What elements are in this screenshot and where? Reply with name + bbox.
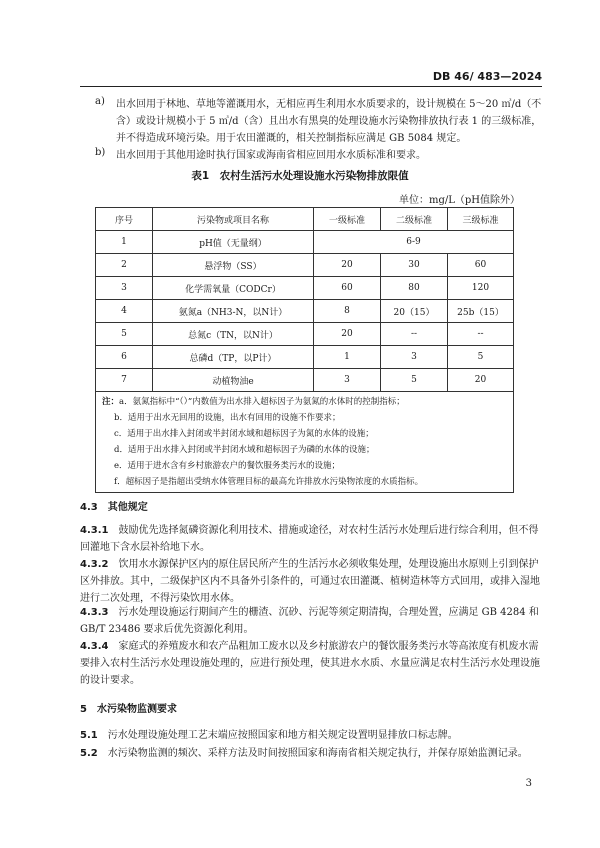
grade3-value: -- xyxy=(448,323,514,346)
document-code: DB 46/ 483—2024 xyxy=(432,70,542,83)
item-name: 总磷d（TP，以P计） xyxy=(153,346,314,369)
clause-number: 4.3.1 xyxy=(80,525,109,536)
table-row xyxy=(96,323,514,346)
section-number: 5 xyxy=(80,704,87,715)
note-line: d．适用于出水排入封闭或半封闭水域和超标因子为磷的水体的设施； xyxy=(114,445,375,455)
grade2-value: 80 xyxy=(381,277,448,300)
note-text: a．氨氮指标中“（）”内数值为出水排入超标因子为氨氮的水体时的控制指标； xyxy=(119,397,405,407)
clause-text: 家庭式的养殖废水和农产品粗加工废水以及乡村旅游农户的餐饮服务类污水等高浓度有机废水需要排入农村生活污水处理设施处理的，应进行预处理，使其进水水质、水量应满足农村生活污水处理设施的设计要求。 xyxy=(80,641,540,686)
header-rule xyxy=(80,86,542,87)
grade2-value: 3 xyxy=(381,346,448,369)
table-row xyxy=(96,277,514,300)
section-title: 其他规定 xyxy=(107,502,148,513)
merged-value: 6-9 xyxy=(314,231,514,254)
section-heading-4-3 xyxy=(80,498,148,513)
page-number: 3 xyxy=(525,778,532,789)
clause-4-3-3 xyxy=(80,604,542,638)
grade2-value: -- xyxy=(381,323,448,346)
item-name: pH值（无量纲） xyxy=(153,231,314,254)
header-cell: 序号 xyxy=(96,208,153,231)
section-number: 4.3 xyxy=(80,502,98,513)
clause-number: 4.3.3 xyxy=(80,607,109,618)
header-cell: 二级标准 xyxy=(381,208,448,231)
table-row xyxy=(96,254,514,277)
clause-4-3-4 xyxy=(80,638,542,689)
note-line: e．适用于进水含有乡村旅游农户的餐饮服务类污水的设施； xyxy=(114,461,341,471)
notes-label: 注： xyxy=(102,397,120,407)
list-label-b: b) xyxy=(95,147,106,158)
list-item-a: 出水回用于林地、草地等灌溉用水，无相应再生利用水水质要求的，设计规模在 5～20 ㎥/d（不含）或设计规模小于 5 ㎥/d（含）且出水有黑臭的处理设施水污染物排放执行表 1 的三级标准，并不得造成环境污染。用于农田灌溉的，相关控制指标应满足 GB 5084 规定。 xyxy=(116,99,542,144)
row-number: 4 xyxy=(96,300,153,323)
grade3-value: 60 xyxy=(448,254,514,277)
clause-4-3-1 xyxy=(80,522,542,556)
note-line xyxy=(102,394,507,410)
row-number: 3 xyxy=(96,277,153,300)
clause-4-3-2 xyxy=(80,556,542,607)
header-cell: 污染物或项目名称 xyxy=(153,208,314,231)
clause-text: 水污染物监测的频次、采样方法及时间按照国家和海南省相关规定执行，并保存原始监测记录。 xyxy=(107,748,528,759)
table-unit: 单位：mg/L（pH值除外） xyxy=(398,195,520,206)
section-title: 水污染物监测要求 xyxy=(96,704,177,715)
table-notes-row xyxy=(96,392,514,493)
row-number: 6 xyxy=(96,346,153,369)
grade1-value: 60 xyxy=(314,277,381,300)
list-item-b: 出水回用于其他用途时执行国家或海南省相应回用水水质标准和要求。 xyxy=(116,150,426,161)
emission-limits-table xyxy=(95,207,514,493)
clause-number: 5.2 xyxy=(80,748,98,759)
grade3-value: 120 xyxy=(448,277,514,300)
item-name: 动植物油e xyxy=(153,369,314,392)
row-number: 1 xyxy=(96,231,153,254)
grade2-value: 5 xyxy=(381,369,448,392)
grade2-value: 30 xyxy=(381,254,448,277)
table-caption: 表1 农村生活污水处理设施水污染物排放限值 xyxy=(191,170,409,182)
clause-text: 鼓励优先选择氮磷资源化利用技术、措施或途径，对农村生活污水处理后进行综合利用，但不得回灌地下含水层补给地下水。 xyxy=(80,525,539,553)
item-name: 化学需氧量（CODCr） xyxy=(153,277,314,300)
header-cell: 一级标准 xyxy=(314,208,381,231)
grade1-value: 1 xyxy=(314,346,381,369)
header-cell: 三级标准 xyxy=(448,208,514,231)
row-number: 2 xyxy=(96,254,153,277)
note-line: c．适用于出水排入封闭或半封闭水域和超标因子为氮的水体的设施； xyxy=(114,429,374,439)
grade3-value: 25b（15） xyxy=(448,300,514,323)
grade1-value: 8 xyxy=(314,300,381,323)
table-row xyxy=(96,300,514,323)
clause-number: 5.1 xyxy=(80,730,98,741)
table-row xyxy=(96,369,514,392)
grade3-value: 5 xyxy=(448,346,514,369)
clause-number: 4.3.4 xyxy=(80,641,109,652)
clause-text: 污水处理设施处理工艺末端应按照国家和地方相关规定设置明显排放口标志牌。 xyxy=(107,730,458,741)
list-label-a: a) xyxy=(95,96,105,107)
table-row xyxy=(96,231,514,254)
note-line: b．适用于出水无回用的设施，出水有回用的设施不作要求； xyxy=(114,413,341,423)
item-name: 总氮c（TN，以N计） xyxy=(153,323,314,346)
section-heading-5 xyxy=(80,700,177,715)
table-notes xyxy=(96,392,514,493)
note-line: f．超标因子是指超出受纳水体管理目标的最高允许排放水污染物浓度的水质指标。 xyxy=(114,477,424,487)
table-row xyxy=(96,346,514,369)
grade2-value: 20（15） xyxy=(381,300,448,323)
grade1-value: 20 xyxy=(314,254,381,277)
clause-number: 4.3.2 xyxy=(80,559,109,570)
clause-text: 污水处理设施运行期间产生的栅渣、沉砂、污泥等须定期清掏，合理处置，应满足 GB 4284 和 GB/T 23486 要求后优先资源化利用。 xyxy=(80,607,539,635)
grade1-value: 3 xyxy=(314,369,381,392)
grade3-value: 20 xyxy=(448,369,514,392)
clause-5-2 xyxy=(80,745,542,762)
row-number: 7 xyxy=(96,369,153,392)
grade1-value: 20 xyxy=(314,323,381,346)
table-header-row xyxy=(96,208,514,231)
item-name: 悬浮物（SS） xyxy=(153,254,314,277)
item-name: 氨氮a（NH3-N，以N计） xyxy=(153,300,314,323)
row-number: 5 xyxy=(96,323,153,346)
clause-text: 饮用水水源保护区内的原住居民所产生的生活污水必须收集处理，处理设施出水原则上引到保护区外排放。其中，二级保护区内不具备外引条件的，可通过农田灌溉、植树造林等方式回用，或排入湿地进行二次处理，不得污染饮用水体。 xyxy=(80,559,540,604)
clause-5-1 xyxy=(80,727,542,744)
